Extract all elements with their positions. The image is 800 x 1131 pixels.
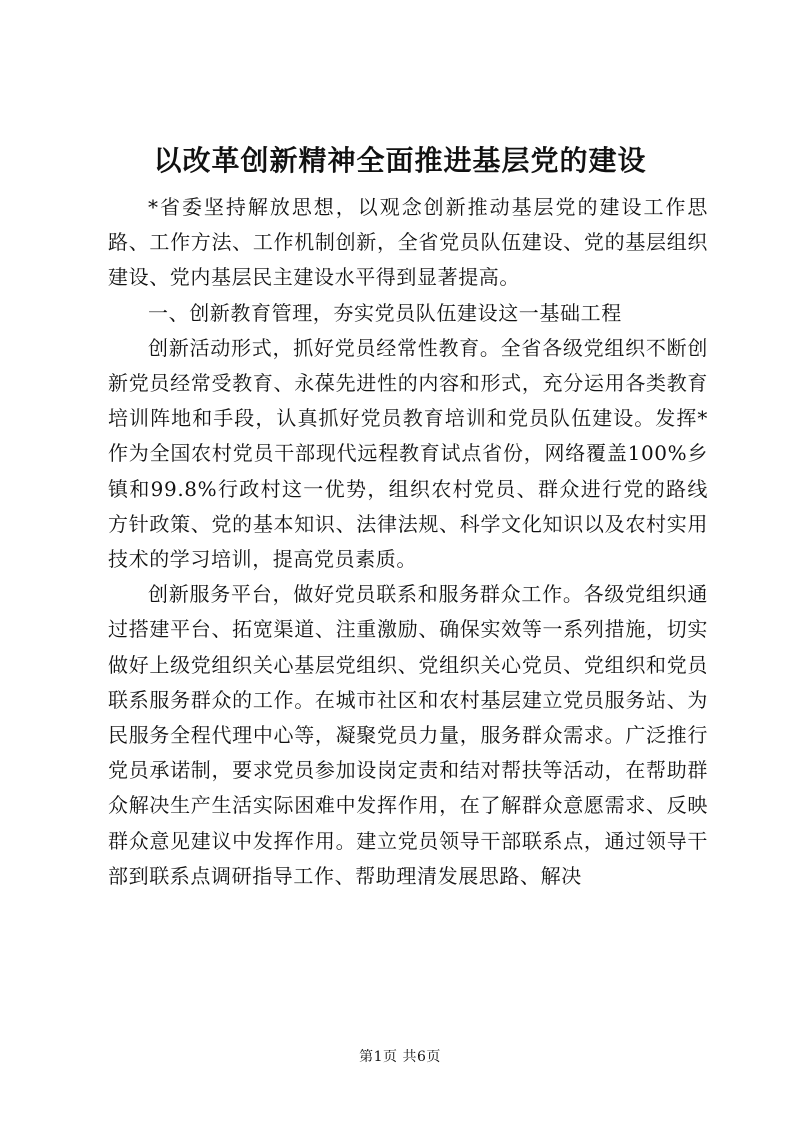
body-paragraph: 创新活动形式，抓好党员经常性教育。全省各级党组织不断创新党员经常受教育、永葆先进性的内容和形式，充分运用各类教育培训阵地和手段，认真抓好党员教育培训和党员队伍建设。发挥*作为全国农村党员干部现代远程教育试点省份，网络覆盖100%乡镇和99.8%行政村这一优势，组织农村党员、群众进行党的路线方针政策、党的基本知识、法律法规、科学文化知识以及农村实用技术的学习培训，提高党员素质。 (108, 335, 708, 572)
intro-paragraph: *省委坚持解放思想，以观念创新推动基层党的建设工作思路、工作方法、工作机制创新，全省党员队伍建设、党的基层组织建设、党内基层民主建设水平得到显著提高。 (108, 195, 708, 290)
body-paragraph: 创新服务平台，做好党员联系和服务群众工作。各级党组织通过搭建平台、拓宽渠道、注重激励、确保实效等一系列措施，切实做好上级党组织关心基层党组织、党组织关心党员、党组织和党员联系服务群众的工作。在城市社区和农村基层建立党员服务站、为民服务全程代理中心等，凝聚党员力量，服务群众需求。广泛推行党员承诺制，要求党员参加设岗定责和结对帮扶等活动，在帮助群众解决生产生活实际困难中发挥作用，在了解群众意愿需求、反映群众意见建议中发挥作用。建立党员领导干部联系点，通过领导干部到联系点调研指导工作、帮助理清发展思路、解决 (108, 582, 708, 888)
document-body (108, 190, 708, 894)
page-footer: 第1页 共6页 (359, 1049, 441, 1065)
document-title: 以改革创新精神全面推进基层党的建设 (153, 144, 647, 177)
section-heading: 一、创新教育管理，夯实党员队伍建设这一基础工程 (148, 300, 622, 325)
